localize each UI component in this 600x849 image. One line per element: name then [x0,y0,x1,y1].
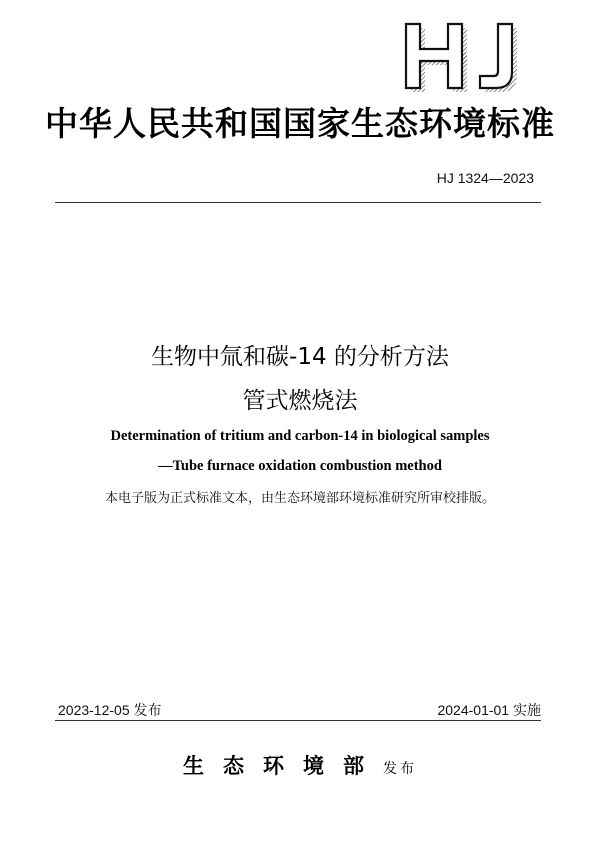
document-title-english: Determination of tritium and carbon-14 in biological samples [110,428,490,444]
publisher-action: 发布 [383,761,417,777]
document-title-chinese: 生物中氚和碳-14 的分析方法 [151,344,449,370]
publisher [0,750,600,780]
standard-code: HJ 1324—2023 [436,170,534,186]
implementation-date: 2024-01-01 实施 [437,702,541,718]
electronic-version-note: 本电子版为正式标准文本，由生态环境部环境标准研究所审校排版。 [104,491,495,506]
document-subtitle-english: —Tube furnace oxidation combustion method [158,458,442,474]
bottom-divider [55,720,541,721]
issue-date: 2023-12-05 发布 [58,702,162,718]
document-subtitle-chinese: 管式燃烧法 [242,388,358,414]
hj-logo-icon [402,22,532,96]
organization-title: 中华人民共和国国家生态环境标准 [45,104,555,143]
publisher-name: 生态环境部 [183,753,383,778]
top-divider [55,202,541,203]
